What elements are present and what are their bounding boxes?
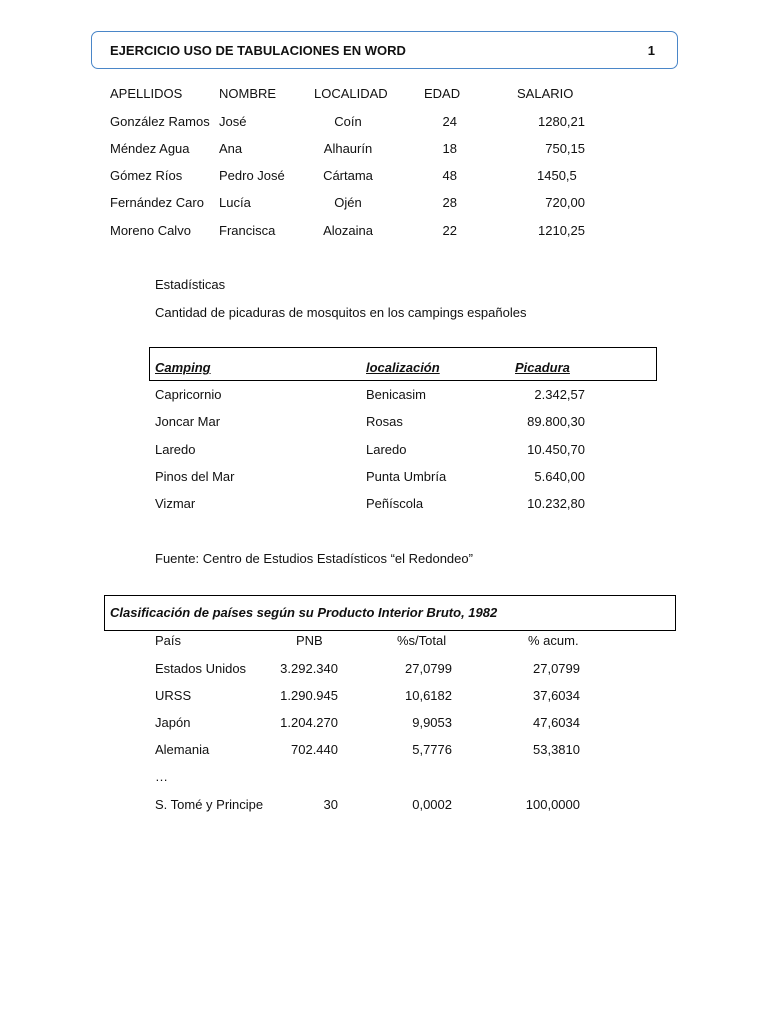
cell-camping: Joncar Mar [155,414,221,429]
cell-pais: S. Tomé y Principe [155,797,264,812]
cell-salario: 1450,5 [537,168,577,183]
column-header-salario: SALARIO [517,86,574,101]
cell-pais: URSS [155,688,192,703]
cell-edad: 18 [442,141,457,156]
gdp-title: Clasificación de países según su Producto Interior Bruto, 1982 [110,605,498,620]
column-header-nombre: NOMBRE [219,86,277,101]
cell-pct-total: 0,0002 [412,797,452,812]
cell-nombre: José [219,114,247,129]
cell-salario: 750,15 [545,141,585,156]
cell-edad: 22 [442,223,457,238]
cell-localizacion: Laredo [366,442,407,457]
cell-pnb: 1.290.945 [280,688,338,703]
cell-localizacion: Rosas [366,414,403,429]
cell-pct-acum: 47,6034 [533,715,580,730]
cell-edad: 28 [442,195,457,210]
cell-pnb: 30 [323,797,338,812]
cell-pct-acum: 53,3810 [533,742,580,757]
column-header-localidad: LOCALIDAD [314,86,388,101]
cell-picadura: 89.800,30 [527,414,585,429]
cell-pct-acum: 37,6034 [533,688,580,703]
cell-localidad: Alhaurín [323,141,373,156]
column-header-pais: País [155,633,182,648]
column-header-pct-acum: % acum. [528,633,579,648]
cell-localizacion: Punta Umbría [366,469,447,484]
section-subtitle: Cantidad de picaduras de mosquitos en los campings españoles [155,305,527,320]
column-header-edad: EDAD [424,86,461,101]
cell-apellidos: Moreno Calvo [110,223,191,238]
cell-camping: Pinos del Mar [155,469,235,484]
cell-localizacion: Peñíscola [366,496,424,511]
cell-pnb: 3.292.340 [280,661,338,676]
cell-nombre: Francisca [219,223,276,238]
cell-localidad: Coín [334,114,362,129]
cell-camping: Vizmar [155,496,196,511]
cell-pct-total: 10,6182 [405,688,452,703]
source-note: Fuente: Centro de Estudios Estadísticos “el Redondeo” [155,551,473,566]
cell-edad: 24 [442,114,457,129]
cell-apellidos: Fernández Caro [110,195,204,210]
cell-apellidos: Gómez Ríos [110,168,183,183]
cell-pct-acum: 100,0000 [525,797,580,812]
column-header-apellidos: APELLIDOS [110,86,183,101]
column-header-pct-total: %s/Total [397,633,447,648]
gdp-title-box [104,595,676,631]
cell-pnb: 702.440 [291,742,338,757]
cell-picadura: 10.232,80 [527,496,585,511]
cell-pais: Japón [155,715,191,730]
cell-localidad: Cártama [323,168,373,183]
cell-camping: Laredo [155,442,196,457]
cell-salario: 1280,21 [538,114,585,129]
cell-picadura: 5.640,00 [534,469,585,484]
cell-pais: Estados Unidos [155,661,247,676]
cell-localidad: Ojén [334,195,362,210]
cell-apellidos: Méndez Agua [110,141,190,156]
cell-apellidos: González Ramos [110,114,210,129]
cell-camping: Capricornio [155,387,222,402]
cell-pct-total: 27,0799 [405,661,452,676]
cell-pct-total: 5,7776 [412,742,452,757]
cell-salario: 720,00 [545,195,585,210]
cell-localidad: Alozaina [323,223,373,238]
cell-picadura: 2.342,57 [534,387,585,402]
cell-nombre: Pedro José [219,168,285,183]
cell-edad: 48 [442,168,457,183]
cell-nombre: Lucía [219,195,251,210]
document-header [91,31,678,69]
cell-picadura: 10.450,70 [527,442,585,457]
column-header-picadura: Picadura [515,360,570,375]
section-heading: Estadísticas [155,277,226,292]
cell-localizacion: Benicasim [366,387,426,402]
page-number: 1 [647,43,655,58]
cell-pais: Alemania [155,742,210,757]
cell-pnb: 1.204.270 [280,715,338,730]
column-header-camping: Camping [155,360,211,375]
column-header-pnb: PNB [296,633,323,648]
cell-nombre: Ana [219,141,243,156]
ellipsis-row: … [155,769,168,784]
column-header-localizacion: localización [366,360,440,375]
document-title: EJERCICIO USO DE TABULACIONES EN WORD [110,43,406,58]
cell-pct-acum: 27,0799 [533,661,580,676]
cell-pct-total: 9,9053 [412,715,452,730]
cell-salario: 1210,25 [538,223,585,238]
